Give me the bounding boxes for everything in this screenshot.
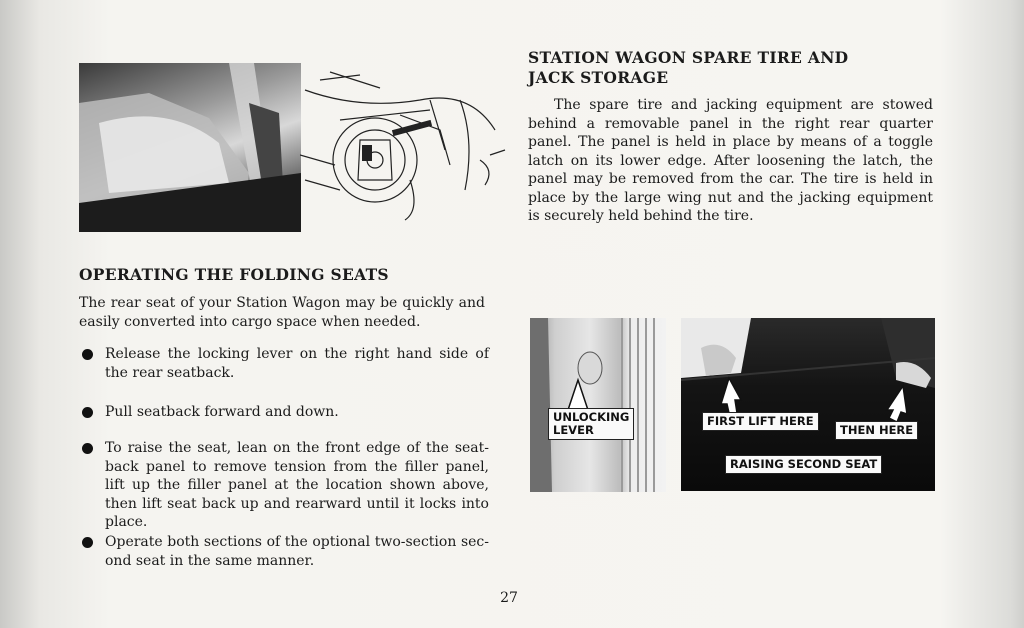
page-number: 27 bbox=[500, 590, 518, 606]
unlocking-lever-photo bbox=[530, 318, 666, 492]
then-here-label: THEN HERE bbox=[835, 421, 918, 440]
folding-seats-section-title: OPERATING THE FOLDING SEATS bbox=[79, 265, 389, 284]
raising-seat-photo bbox=[681, 318, 935, 491]
bullet-icon bbox=[82, 443, 93, 454]
unlocking-lever-label bbox=[548, 408, 634, 440]
bullet-icon bbox=[82, 349, 93, 360]
step-text: Operate both sections of the optional two-section sec-ond seat in the same manner. bbox=[105, 534, 489, 569]
bullet-icon bbox=[82, 407, 93, 418]
spare-title-line2: JACK STORAGE bbox=[528, 68, 669, 87]
up-arrow-icon bbox=[887, 386, 907, 422]
up-arrow-icon bbox=[721, 378, 741, 413]
spare-tire-line-drawing bbox=[300, 70, 515, 230]
unlocking-label-line2: LEVER bbox=[553, 423, 594, 437]
unlocking-lever-photo-shapes bbox=[530, 318, 666, 492]
unlocking-label-line1: UNLOCKING bbox=[553, 410, 630, 424]
raising-second-seat-label: RAISING SECOND SEAT bbox=[725, 455, 882, 474]
folding-seats-intro: The rear seat of your Station Wagon may be quickly and easily converted into cargo space when needed. bbox=[79, 295, 485, 330]
spare-tire-body: The spare tire and jacking equipment are stowed behind a removable panel in the right rear quarter panel. The panel is held in place by means of a toggle latch on its lower edge. After loosening the latch, the panel may be removed from the car. The tire is held in place by the large wing nut and the jacking equipment is securely held behind the tire. bbox=[528, 97, 933, 224]
step-text: To raise the seat, lean on the front edge of the seat-back panel to remove tension from the filler panel, lift up the filler panel at the location shown above, then lift seat back up and rearward until it locks into place. bbox=[105, 440, 489, 530]
spare-title-line1: STATION WAGON SPARE TIRE AND bbox=[528, 48, 849, 67]
spare-tire-section-title bbox=[528, 48, 908, 88]
step-item bbox=[79, 439, 489, 532]
step-item bbox=[79, 533, 489, 570]
spare-tire-photo bbox=[79, 63, 301, 232]
spare-tire-photo-shapes bbox=[79, 63, 301, 232]
step-text: Pull seatback forward and down. bbox=[105, 404, 339, 420]
bullet-icon bbox=[82, 537, 93, 548]
first-lift-label: FIRST LIFT HERE bbox=[702, 412, 819, 431]
step-text: Release the locking lever on the right hand side of the rear seatback. bbox=[105, 346, 489, 381]
step-item bbox=[79, 403, 489, 422]
step-item bbox=[79, 345, 489, 382]
